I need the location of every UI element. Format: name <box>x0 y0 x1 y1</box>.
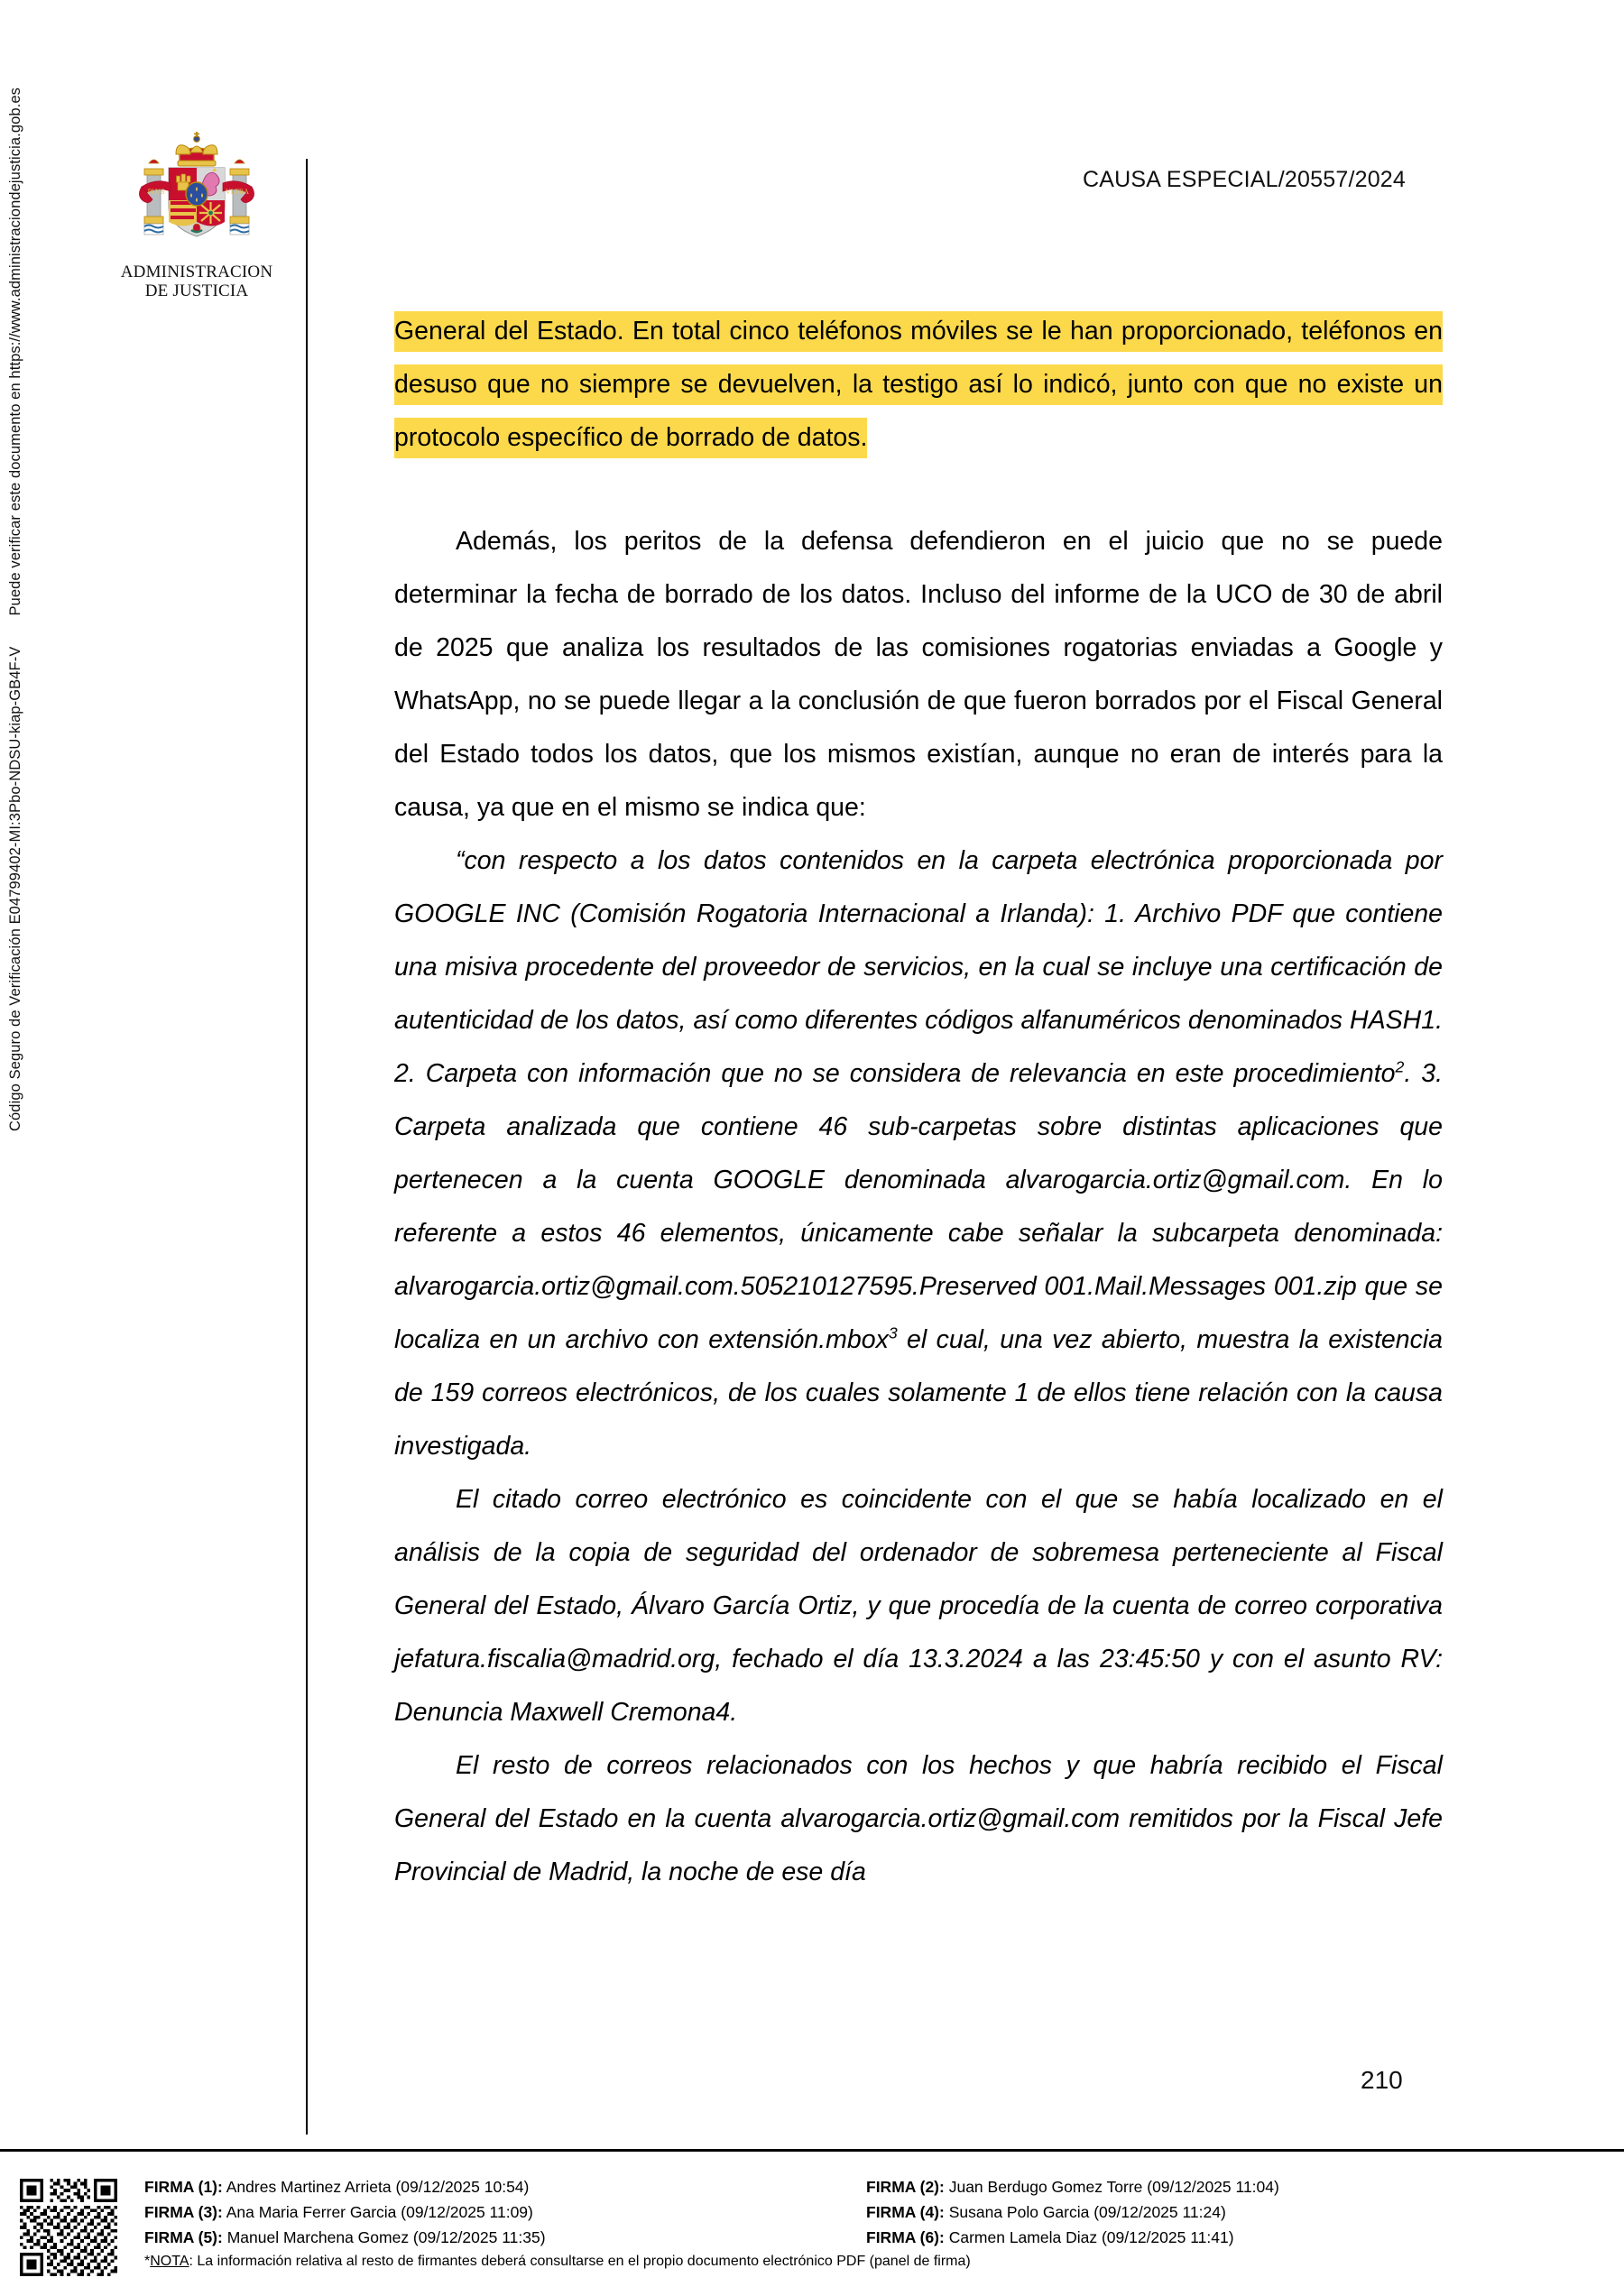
case-reference-header: CAUSA ESPECIAL/20557/2024 <box>1083 167 1407 192</box>
footnote-marker-2: 2 <box>1395 1057 1405 1076</box>
spain-coat-of-arms-icon <box>129 131 264 259</box>
footer-divider-rule <box>0 2149 1624 2152</box>
highlighted-paragraph <box>394 305 1443 465</box>
svg-text:PLVS: PLVS <box>147 188 165 196</box>
signature-row <box>866 2201 1606 2224</box>
verification-code-text <box>7 647 23 1131</box>
signature-label: FIRMA (6): <box>866 2227 945 2246</box>
quoted-email-match-paragraph: El citado correo electrónico es coincidente con el que se había localizado en el análisis de la copia de seguridad del ordenador de sobremesa perteneciente al Fiscal General del Estado, Álvaro García Ortiz, y que procedía de la cuenta de correo corporativa jefatura.fiscalia@madrid.org, fechado el día 13.3.2024 a las 23:45:50 y con el asunto RV: Denuncia Maxwell Cremona4. <box>394 1485 1443 1727</box>
signature-row <box>866 2227 1606 2249</box>
highlight-span: General del Estado. En total cinco teléfonos móviles se le han proporcionado, teléfonos en desuso que no siempre se devuelven, la testigo así lo indicó, junto con que no existe un protocolo específico de borrado de datos. <box>394 311 1443 458</box>
footer-note <box>144 2254 1606 2270</box>
left-margin-strip <box>0 0 307 2147</box>
note-text: : La información relativa al resto de firmantes deberá consultarse en el propio documento electrónico PDF (panel de firma) <box>189 2253 971 2269</box>
signature-value: Andres Martinez Arrieta (09/12/2025 10:54) <box>226 2178 530 2196</box>
signature-value: Susana Polo Garcia (09/12/2025 11:24) <box>948 2202 1226 2221</box>
verification-url-text: Puede verificar este documento en https://www.administraciondejusticia.gob.es <box>7 88 23 616</box>
signature-label: FIRMA (4): <box>866 2202 945 2221</box>
emblem-caption-line2: DE JUSTICIA <box>144 281 249 301</box>
document-body <box>394 305 1443 1899</box>
signature-row <box>144 2201 866 2224</box>
svg-text:VLTRA: VLTRA <box>226 188 249 196</box>
quote-text-part-3: el cual, una vez abierto, muestra la existencia de 159 correos electrónicos, de los cuales solamente 1 de ellos tiene relación con la causa investigada. <box>394 1325 1443 1461</box>
signature-row <box>866 2176 1606 2199</box>
verification-code: E04799402-MI:3Pbo-NDSU-kiap-GB4F-V <box>7 646 23 925</box>
qr-code-icon <box>20 2179 117 2276</box>
emblem-caption-line1: ADMINISTRACION <box>120 263 273 281</box>
quote-text-part-1: “con respecto a los datos contenidos en la carpeta electrónica proporcionada por GOOGLE INC (Comisión Rogatoria Internacional a Irlanda): 1. Archivo PDF que contiene una misiva procedente del proveedor de servicios, en la cual se incluye una certificación de autenticidad de los datos, así como diferentes códigos alfanuméricos denominados HASH1. 2. Carpeta con información que no se considera de relevancia en este procedimiento <box>394 846 1443 1088</box>
signature-row <box>144 2227 866 2249</box>
margin-divider-rule <box>306 159 308 2135</box>
signature-grid <box>144 2176 1606 2249</box>
paragraph-spacer <box>394 465 1443 515</box>
signature-value: Ana Maria Ferrer Garcia (09/12/2025 11:09) <box>226 2202 533 2221</box>
paragraph-peritos: Además, los peritos de la defensa defendieron en el juicio que no se puede determinar la fecha de borrado de los datos. Incluso del informe de la UCO de 30 de abril de 2025 que analiza los resultados de las comisiones rogatorias enviadas a Google y WhatsApp, no se puede llegar a la conclusión de que fueron borrados por el Fiscal General del Estado todos los datos, que los mismos existían, aunque no eran de interés para la causa, ya que en el mismo se indica que: <box>394 527 1443 822</box>
signature-footer <box>144 2176 1606 2270</box>
signature-label: FIRMA (5): <box>144 2227 223 2246</box>
quoted-remaining-emails-paragraph: El resto de correos relacionados con los hechos y que habría recibido el Fiscal General del Estado en la cuenta alvarogarcia.ortiz@gmail.com remitidos por la Fiscal Jefe Provincial de Madrid, la noche de ese día <box>394 1751 1443 1886</box>
signature-value: Manuel Marchena Gomez (09/12/2025 11:35) <box>226 2227 546 2246</box>
signature-row <box>144 2176 866 2199</box>
quote-text-part-2: . 3. Carpeta analizada que contiene 46 sub-carpetas sobre distintas aplicaciones que pertenecen a la cuenta GOOGLE denominada alvarogarcia.ortiz@gmail.com. En lo referente a estos 46 elementos, únicamente cabe señalar la subcarpeta denominada: alvarogarcia.ortiz@gmail.com.505210127595.Preserved 001.Mail.Messages 001.zip que se localiza en un archivo con extensión.mbox <box>394 1059 1443 1354</box>
verification-label: Código Seguro de Verificación <box>7 928 23 1131</box>
verification-margin-text <box>7 67 24 1131</box>
note-asterisk: * <box>144 2253 151 2269</box>
page-number: 210 <box>1361 2066 1403 2094</box>
signature-label: FIRMA (3): <box>144 2202 223 2221</box>
signature-value: Carmen Lamela Diaz (09/12/2025 11:41) <box>948 2227 1234 2246</box>
note-keyword: NOTA <box>150 2253 189 2269</box>
footnote-marker-3: 3 <box>888 1323 898 1342</box>
signature-label: FIRMA (2): <box>866 2178 945 2196</box>
emblem-caption <box>106 263 287 301</box>
coat-of-arms-block <box>106 131 287 301</box>
signature-value: Juan Berdugo Gomez Torre (09/12/2025 11:04) <box>948 2178 1279 2196</box>
signature-label: FIRMA (1): <box>144 2178 223 2196</box>
quoted-uco-report <box>394 834 1443 1473</box>
